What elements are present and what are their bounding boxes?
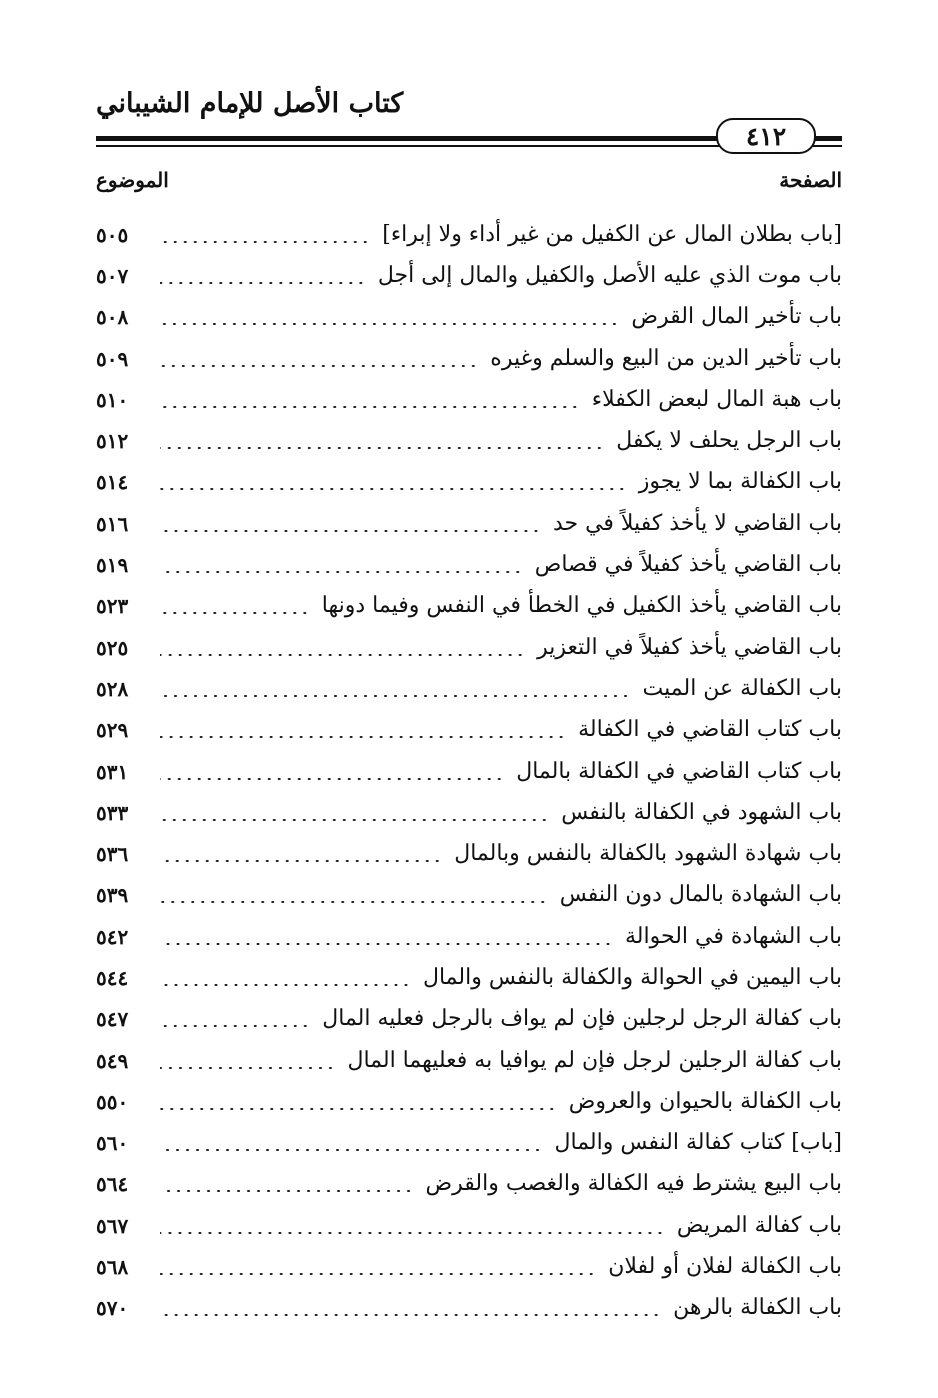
toc-entry-topic: باب كتاب القاضي في الكفالة بالمال	[516, 758, 842, 784]
toc-entry-topic: باب كتاب القاضي في الكفالة	[578, 717, 842, 743]
toc-entry-page: ٥٢٨	[96, 676, 129, 701]
toc-entry-topic: باب القاضي يأخذ الكفيل في الخطأ في النفس وفيما دونها	[321, 593, 842, 619]
dot-leader	[160, 943, 613, 945]
toc-entry-page: ٥٦٤	[96, 1172, 129, 1197]
dot-leader	[160, 365, 478, 367]
toc-entry-page: ٥٦٧	[96, 1213, 129, 1238]
dot-leader	[160, 1232, 665, 1234]
toc-entry-page: ٥٤٤	[96, 965, 129, 990]
toc-entry-topic: باب موت الذي عليه الأصل والكفيل والمال إلى أجل	[377, 262, 842, 288]
toc-entry-page: ٥٤٩	[96, 1048, 129, 1073]
dot-leader	[160, 530, 541, 532]
toc-entry-topic: باب كفالة المريض	[676, 1212, 842, 1238]
toc-entry-topic: باب الشهادة بالمال دون النفس	[559, 882, 842, 908]
dot-leader	[160, 282, 366, 284]
dot-leader	[160, 778, 504, 780]
toc-entry-page: ٥٦٠	[96, 1131, 129, 1156]
page-column-header: الصفحة	[779, 168, 842, 192]
toc-entry	[96, 710, 842, 751]
page-number-badge	[716, 118, 816, 154]
toc-entry-topic: باب القاضي يأخذ كفيلاً في قصاص	[534, 552, 842, 578]
toc-entry-topic: [باب بطلان المال عن الكفيل من غير أداء ولا إبراء]	[382, 221, 842, 247]
dot-leader	[160, 1273, 596, 1275]
toc-entry-topic: باب كفالة الرجل لرجلين فإن لم يواف بالرجل فعليه المال	[322, 1006, 842, 1032]
toc-entry-page: ٥٢٩	[96, 718, 129, 743]
toc-entry	[96, 420, 842, 461]
toc-entry	[96, 627, 842, 668]
column-headers	[96, 168, 842, 192]
toc-entry	[96, 916, 842, 957]
dot-leader	[160, 1067, 335, 1069]
toc-entry-page: ٥٢٣	[96, 594, 129, 619]
toc-entry-page: ٥٣٣	[96, 800, 129, 825]
toc-entry-topic: باب الكفالة بما لا يجوز	[638, 469, 842, 495]
dot-leader	[160, 1190, 414, 1192]
dot-leader	[160, 901, 548, 903]
toc-entry	[96, 586, 842, 627]
toc-entry-page: ٥٧٠	[96, 1296, 129, 1321]
toc-entry	[96, 875, 842, 916]
toc-entry-topic: باب الكفالة بالرهن	[673, 1295, 842, 1321]
toc-entry-topic: باب تأخير الدين من البيع والسلم وغيره	[490, 345, 842, 371]
dot-leader	[160, 654, 525, 656]
toc-entry-topic: باب اليمين في الحوالة والكفالة بالنفس والمال	[422, 964, 842, 990]
dot-leader	[160, 695, 631, 697]
toc-entry-page: ٥٣٩	[96, 883, 129, 908]
dot-leader	[160, 1025, 310, 1027]
toc-entry	[96, 751, 842, 792]
toc-entry	[96, 668, 842, 709]
toc-entry	[96, 462, 842, 503]
toc-entry	[96, 957, 842, 998]
toc-entry	[96, 297, 842, 338]
toc-entry	[96, 1246, 842, 1287]
toc-entry-topic: باب هبة المال لبعض الكفلاء	[591, 386, 842, 412]
toc-entry	[96, 544, 842, 585]
toc-entry-topic: باب البيع يشترط فيه الكفالة والغصب والقرض	[425, 1171, 842, 1197]
toc-entry-topic: باب الكفالة عن الميت	[642, 675, 842, 701]
toc-entry-topic: باب القاضي يأخذ كفيلاً في التعزير	[537, 634, 842, 660]
toc-entry	[96, 1164, 842, 1205]
toc-entry-topic: باب الشهادة في الحوالة	[625, 923, 842, 949]
dot-leader	[160, 612, 310, 614]
dot-leader	[160, 736, 566, 738]
dot-leader	[160, 1108, 557, 1110]
toc-entry	[96, 1081, 842, 1122]
toc-entry-page: ٥٠٨	[96, 305, 129, 330]
dot-leader	[160, 819, 549, 821]
toc-entry-page: ٥١٠	[96, 387, 129, 412]
toc-entry	[96, 999, 842, 1040]
table-of-contents	[96, 214, 842, 1329]
dot-leader	[160, 488, 627, 490]
toc-entry-topic: باب الكفالة لفلان أو لفلان	[608, 1254, 842, 1280]
page-number: ٤١٢	[745, 121, 787, 151]
toc-entry-topic: باب تأخير المال القرض	[631, 304, 842, 330]
toc-entry-page: ٥٢٥	[96, 635, 129, 660]
toc-entry	[96, 214, 842, 255]
toc-entry-page: ٥٣١	[96, 759, 129, 784]
toc-entry-topic: باب كفالة الرجلين لرجل فإن لم يوافيا به فعليهما المال	[347, 1047, 842, 1073]
toc-entry	[96, 379, 842, 420]
dot-leader	[160, 447, 604, 449]
dot-leader	[160, 571, 523, 573]
toc-entry-page: ٥١٤	[96, 470, 129, 495]
toc-entry-topic: باب شهادة الشهود بالكفالة بالنفس وبالمال	[454, 841, 842, 867]
toc-entry	[96, 792, 842, 833]
toc-entry-topic: باب الشهود في الكفالة بالنفس	[561, 799, 842, 825]
dot-leader	[160, 1149, 543, 1151]
dot-leader	[160, 406, 580, 408]
toc-entry	[96, 1123, 842, 1164]
toc-entry-page: ٥٦٨	[96, 1255, 129, 1280]
toc-entry-topic: باب الرجل يحلف لا يكفل	[616, 428, 842, 454]
dot-leader	[160, 1314, 661, 1316]
toc-entry-page: ٥٠٧	[96, 263, 129, 288]
dot-leader	[160, 984, 411, 986]
toc-entry-topic: [باب] كتاب كفالة النفس والمال	[554, 1130, 842, 1156]
toc-entry	[96, 255, 842, 296]
toc-entry-page: ٥٠٩	[96, 346, 129, 371]
toc-entry-topic: باب القاضي لا يأخذ كفيلاً في حد	[552, 510, 842, 536]
dot-leader	[160, 323, 619, 325]
toc-entry-page: ٥٥٠	[96, 1089, 129, 1114]
toc-entry-page: ٥١٢	[96, 429, 129, 454]
dot-leader	[160, 860, 442, 862]
toc-entry-page: ٥١٩	[96, 553, 129, 578]
toc-entry	[96, 1288, 842, 1329]
toc-entry-page: ٥٤٧	[96, 1007, 129, 1032]
toc-entry	[96, 1040, 842, 1081]
toc-entry	[96, 338, 842, 379]
toc-entry-topic: باب الكفالة بالحيوان والعروض	[568, 1088, 842, 1114]
toc-entry	[96, 1205, 842, 1246]
topic-column-header: الموضوع	[96, 168, 169, 192]
toc-entry-page: ٥٤٢	[96, 924, 129, 949]
toc-entry-page: ٥١٦	[96, 511, 129, 536]
toc-entry-page: ٥٠٥	[96, 222, 129, 247]
toc-entry	[96, 833, 842, 874]
toc-entry-page: ٥٣٦	[96, 842, 129, 867]
dot-leader	[160, 241, 370, 243]
book-title: كتاب الأصل للإمام الشيباني	[96, 88, 404, 119]
toc-entry	[96, 503, 842, 544]
